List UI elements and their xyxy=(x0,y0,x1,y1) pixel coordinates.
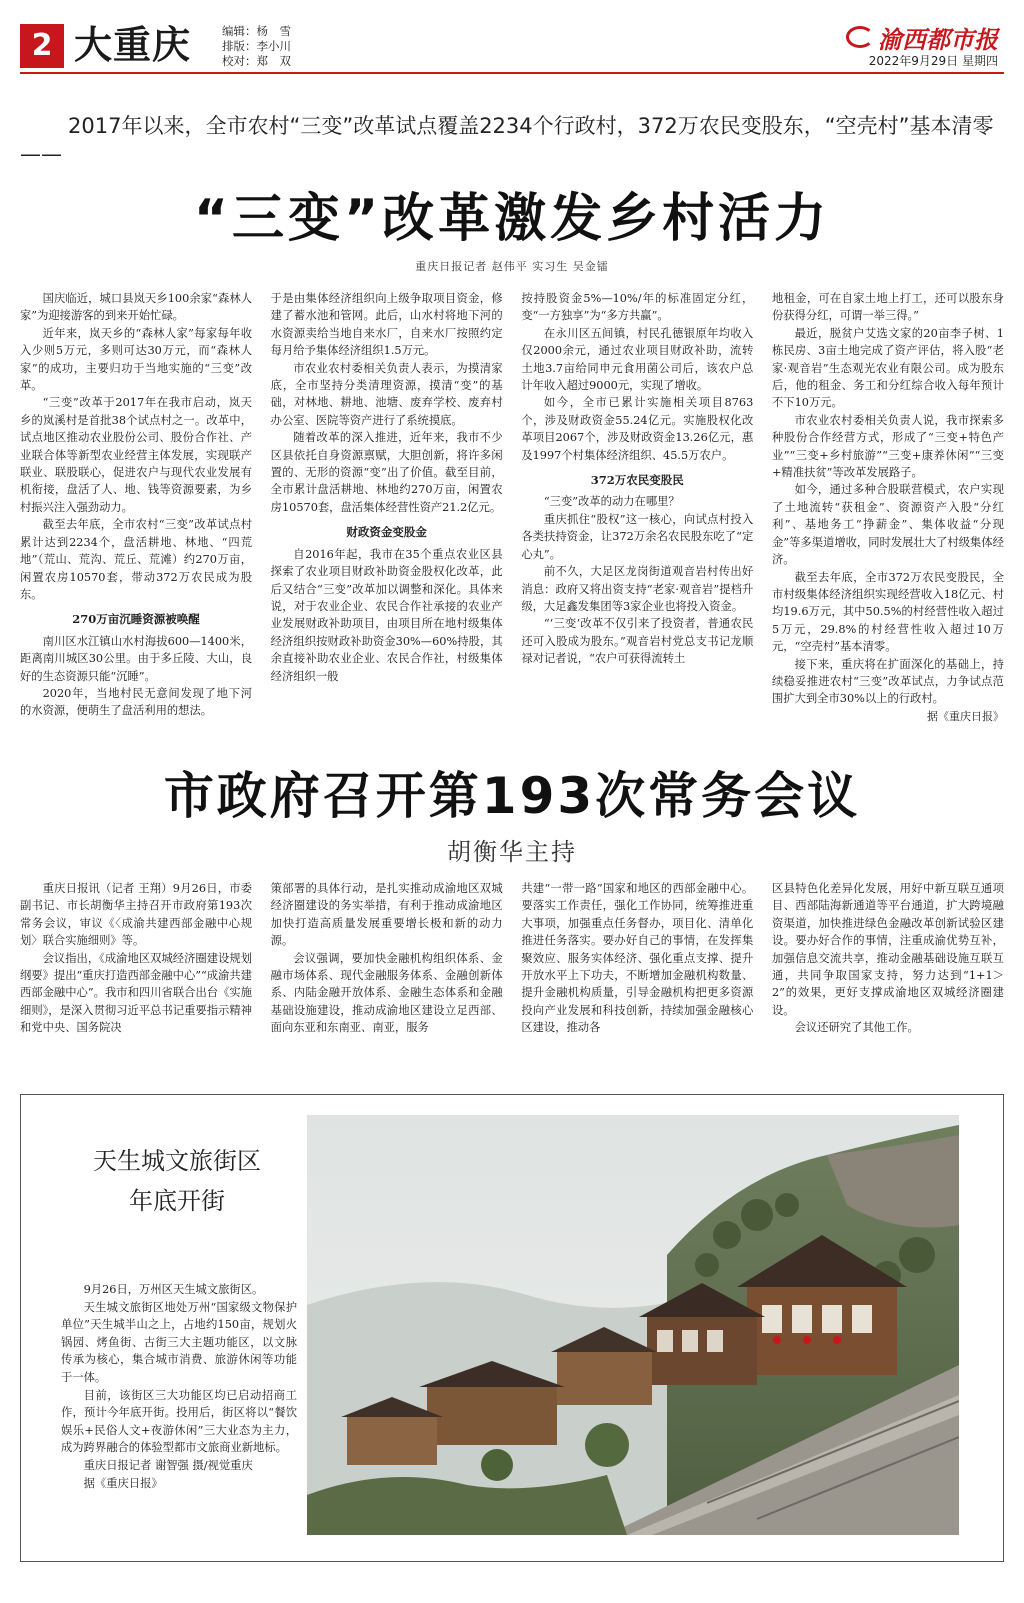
paragraph: 如今，通过多种合股联营模式，农户实现了土地流转“获租金”、资源资产入股“分红利”、基地务工“挣薪金”、集体收益“分现金”等多渠道增收，同时发展壮大了村级集体经济。 xyxy=(771,483,1004,567)
editor-credits xyxy=(222,24,291,69)
paragraph: 近年来，岚天乡的“森林人家”每家每年收入少则5万元，多则可达30万元，而“森林人家”的成功，主要归功于当地实施的“三变”改革。 xyxy=(20,326,252,393)
paragraph: 最近，脱贫户艾选文家的20亩李子树、1栋民房、3亩土地完成了资产评估，将入股“老家·观音岩”生态观光农业有限公司。成为股东后，他的租金、务工和分红综合收入每年预计不下10万元。 xyxy=(771,326,1004,410)
paragraph: 会议强调，要加快金融机构组织体系、金融市场体系、现代金融服务体系、金融创新体系、内陆金融开放体系、金融生态体系和金融基础设施建设，推动成渝地区建设立足西部、面向东亚和东南亚、南亚，服务 xyxy=(270,951,503,1035)
paragraph: 按持股资金5%—10%/年的标准固定分红，变“一方独享”为“多方共赢”。 xyxy=(521,292,754,323)
paragraph: 会议还研究了其他工作。 xyxy=(794,1021,919,1035)
photo-story-title xyxy=(47,1141,307,1221)
section-title: 大重庆 xyxy=(74,23,192,67)
photo-source: 据《重庆日报》 xyxy=(83,1476,163,1490)
paragraph: 区县特色化差异化发展，用好中新互联互通项目、西部陆海新通道等平台通道，扩大跨境融资渠道，加快推进绿色金融改革创新试验区建设。要办好合作的事情，注重成渝优势互补，加强信息交流共享，推动金融基础设施互联互通，共同争取国家支持，努力达到“1+1＞2”的效果，更好支撑成渝地区双城经济圈建设。 xyxy=(771,882,1004,1017)
logo-swirl-icon xyxy=(846,26,874,48)
paragraph: “‘三变’改革不仅引来了投资者，普通农民还可入股成为股东。”观音岩村党总支书记龙顺禄对记者说，“农户可获得流转土 xyxy=(521,617,754,666)
article2-column-4 xyxy=(772,880,1004,1060)
paragraph: 在永川区五间镇，村民孔德银原年均收入仅2000余元，通过农业项目财政补助，流转土地3.7亩给同申元食用菌公司后，该农户总计年收入超过9000元，实现了增收。 xyxy=(521,326,754,393)
photo-title-line: 天生城文旅街区 xyxy=(93,1147,261,1175)
editor-line: 编辑：杨 雪 xyxy=(222,24,291,38)
photo-story-box xyxy=(20,1094,1004,1562)
paragraph: 会议指出，《成渝地区双城经济圈建设规划纲要》提出“重庆打造西部金融中心”“成渝共建西部金融中心”。我市和四川省联合出台《实施细则》，是深入贯彻习近平总书记重要指示精神和党中央、国务院决 xyxy=(20,951,252,1035)
article2-column-3 xyxy=(521,880,753,1060)
article2-subhead: 胡衡华主持 xyxy=(447,838,577,866)
article-source: 据《重庆日报》 xyxy=(926,709,1004,723)
paragraph: 随着改革的深入推进，近年来，我市不少区县依托自身资源禀赋，大胆创新，将许多闲置的、无形的资源“变”出了价值。截至目前，全市累计盘活耕地、林地约270万亩，闲置农房10570套，盘活集体经营性资产21.2亿元。 xyxy=(270,431,503,514)
paragraph: 共建“一带一路”国家和地区的西部金融中心。要落实工作责任，强化工作协同，统筹推进重大事项，加强重点任务督办，项目化、清单化推进任务落实。要办好自己的事情，在发挥集聚效应、服务实体经济、强化重点支撑、提升开放水平上下功夫，不断增加金融机构数量、提升金融机构质量，引导金融机构把更多资源投向产业发展和科技创新，持续加强金融核心区建设，推动各 xyxy=(521,882,754,1035)
paragraph: 截至去年底，全市372万农民变股民，全市村级集体经济组织实现经营收入18亿元、村均19.6万元，其中50.5%的村经营性收入超过5万元，29.8%的村经营性收入超过10万元，“空壳村”基本清零。 xyxy=(771,570,1004,654)
paragraph: 接下来，重庆将在扩面深化的基础上，持续稳妥推进农村“三变”改革试点，力争试点范围扩大到全市30%以上的行政村。 xyxy=(771,657,1004,706)
paragraph: 南川区水江镇山水村海拔600—1400米，距离南川城区30公里。由于多丘陵、大山，良好的生态资源只能“沉睡”。 xyxy=(20,634,252,683)
paragraph: 目前，该街区三大功能区均已启动招商工作，预计今年底开街。投用后，街区将以“餐饮娱乐+民俗人文+夜游休闲”三大业态为主力，成为跨界融合的体验型都市文旅商业新地标。 xyxy=(61,1388,297,1455)
paragraph: 9月26日，万州区天生城文旅街区。 xyxy=(83,1283,264,1296)
photo-title-line: 年底开街 xyxy=(129,1187,225,1215)
photo-credit: 重庆日报记者 谢智强 摄/视觉重庆 xyxy=(83,1458,253,1472)
article1-column-3 xyxy=(521,290,753,730)
newspaper-name: 渝西都市报 xyxy=(878,24,998,54)
hillside-town-photo-illustration xyxy=(307,1115,959,1535)
article1-kicker: 2017年以来，全市农村“三变”改革试点覆盖2234个行政村，372万农民变股东，“空壳村”基本清零—— xyxy=(20,114,994,166)
paragraph: 于是由集体经济组织向上级争取项目资金，修建了蓄水池和管网。此后，山水村将地下河的水资源卖给当地自来水厂，自来水厂按照约定每月给予集体经济组织1.5万元。 xyxy=(270,292,503,358)
paragraph: 天生城文旅街区地处万州“国家级文物保护单位”天生城半山之上，占地约150亩，规划火锅园、烤鱼街、古街三大主题功能区，以文脉传承为核心，集合城市消费、旅游休闲等功能于一体。 xyxy=(61,1300,297,1384)
subheading: 372万农民变股民 xyxy=(590,473,684,488)
paragraph: 重庆日报讯（记者 王翔）9月26日，市委副书记、市长胡衡华主持召开市政府第193次常务会议，审议《〈成渝共建西部金融中心规划〉联合实施细则》等。 xyxy=(20,882,252,948)
newspaper-logo xyxy=(846,22,998,52)
article1-headline: “三变”改革激发乡村活力 xyxy=(193,189,831,249)
article1-body xyxy=(20,290,1004,730)
paragraph: 如今，全市已累计实施相关项目8763个，涉及财政资金55.24亿元。实施股权化改革项目2067个，涉及财政资金13.26亿元，惠及1997个村集体经济组织、45.5万农户。 xyxy=(521,396,754,462)
article2-column-2 xyxy=(271,880,503,1060)
header-divider xyxy=(20,72,1004,74)
paragraph: 截至去年底，全市农村“三变”改革试点村累计达到2234个，盘活耕地、林地、“四荒地”（荒山、荒沟、荒丘、荒滩）约270万亩，闲置农房10570套，带动372万农民成为股东。 xyxy=(20,518,252,601)
subheading: 财政资金变股金 xyxy=(346,525,427,540)
paragraph: 地租金，可在自家土地上打工，还可以股东身份获得分红，可谓一举三得。” xyxy=(771,292,1004,323)
publication-date: 2022年9月29日 星期四 xyxy=(868,54,998,68)
article2-column-1 xyxy=(20,880,252,1060)
article1-column-2 xyxy=(271,290,503,730)
page-number-badge: 2 xyxy=(20,24,64,68)
paragraph: 策部署的具体行动，是扎实推动成渝地区双城经济圈建设的务实举措，有利于推动成渝地区加快打造高质量发展重要增长极和新的动力源。 xyxy=(270,882,503,948)
layout-line: 排版：李小川 xyxy=(222,39,291,53)
paragraph: “三变”改革于2017年在我市启动，岚天乡的岚溪村是首批38个试点村之一。改革中，试点地区推动农业股份公司、股份合作社、产业联合体等新型农业经营主体发展，实现联产联业、联股联心，促进农户与现代农业发展有机衔接，盘活了人、地、钱等资源要素，为乡村振兴注入强劲动力。 xyxy=(20,396,252,514)
article1-column-4 xyxy=(772,290,1004,730)
paragraph: “三变”改革的动力在哪里？ xyxy=(543,495,680,509)
subheading: 270万亩沉睡资源被唤醒 xyxy=(72,612,200,627)
paragraph: 2020年，当地村民无意间发现了地下河的水资源，便萌生了盘活利用的想法。 xyxy=(20,686,252,718)
photo-caption xyxy=(61,1281,297,1492)
paragraph: 前不久，大足区龙岗街道观音岩村传出好消息：政府又将出资支持“老家·观音岩”提档升级，大足鑫发集团等3家企业也将投入资金。 xyxy=(521,565,754,613)
street-district-photo xyxy=(307,1115,959,1535)
paragraph: 市农业农村委相关负责人说，我市探索多种股份合作经营方式，形成了“三变+特色产业”“三变+乡村旅游”“三变+康养休闲”“三变+精准扶贫”等改革发展路子。 xyxy=(771,413,1004,480)
article2-headline: 市政府召开第193次常务会议 xyxy=(163,767,861,825)
page-header xyxy=(20,22,1004,70)
paragraph: 重庆抓住“股权”这一核心，向试点村投入各类扶持资金，让372万余名农民股东吃了“定心丸”。 xyxy=(521,512,754,561)
proof-line: 校对：郑 双 xyxy=(222,54,291,68)
paragraph: 市农业农村委相关负责人表示，为摸清家底，全市坚持分类清理资源，摸清“变”的基础，对林地、耕地、池塘、废弃学校、废弃村办公室、医院等资产进行了系统摸底。 xyxy=(270,361,503,427)
article1-byline: 重庆日报记者 赵伟平 实习生 吴金镭 xyxy=(415,260,609,273)
paragraph: 自2016年起，我市在35个重点农业区县探索了农业项目财政补助资金股权化改革，此后又结合“三变”改革加以调整和深化。具体来说，对于农业企业、农民合作社承接的农业产业发展财政补助项目，由项目所在地村级集体经济组织按财政补助资金30%—60%持股，其余直接补助农业企业、农民合作社，村级集体经济组织一般 xyxy=(270,547,503,683)
paragraph: 国庆临近，城口县岚天乡100余家“森林人家”为迎接游客的到来开始忙碌。 xyxy=(20,292,252,323)
article1-column-1 xyxy=(20,290,252,730)
article2-body xyxy=(20,880,1004,1060)
